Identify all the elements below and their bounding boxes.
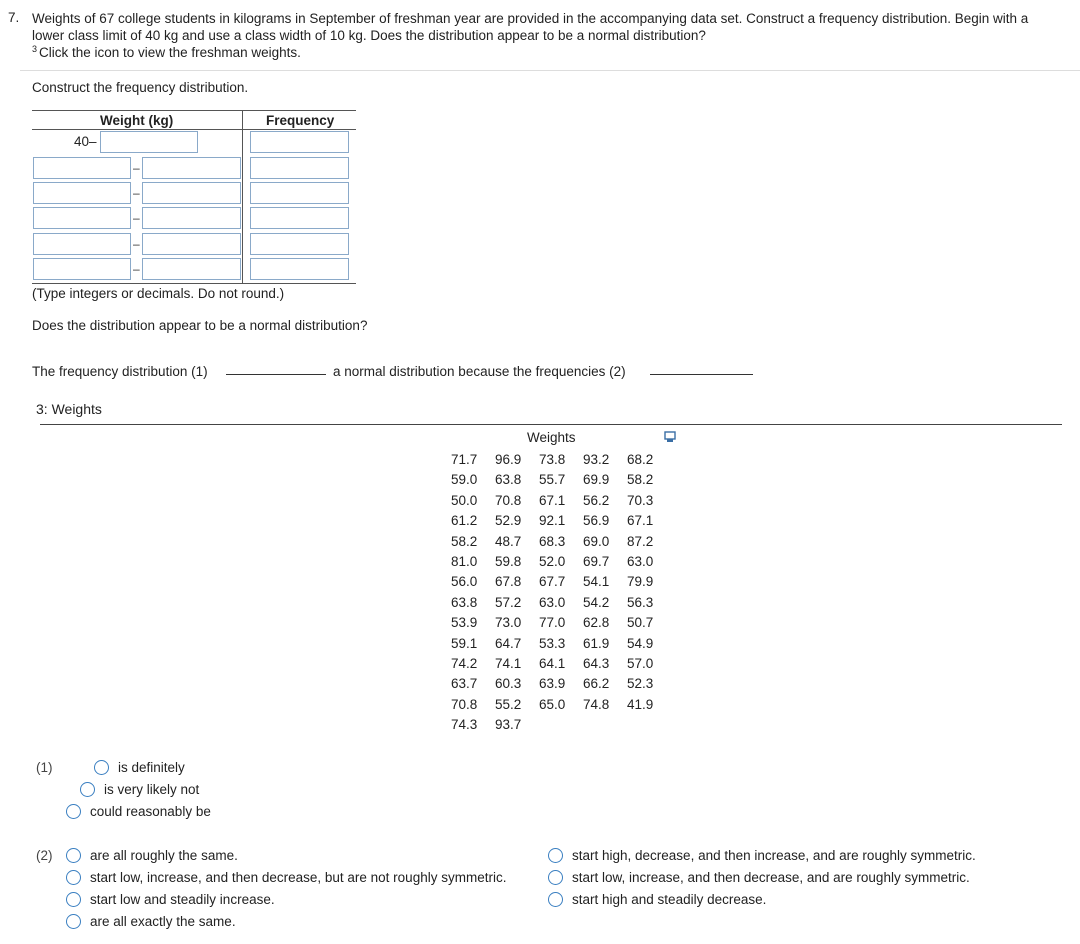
- weight-value: 58.2: [627, 472, 654, 488]
- option-label: start low and steadily increase.: [90, 892, 275, 907]
- weight-value: 67.1: [627, 513, 654, 529]
- weight-value: 67.8: [495, 574, 522, 590]
- frequency-input-3[interactable]: [250, 182, 349, 204]
- normal-question: Does the distribution appear to be a normal distribution?: [32, 318, 368, 333]
- divider: [20, 70, 1080, 71]
- weight-value: 64.3: [583, 655, 610, 671]
- answer-blank-2[interactable]: [650, 374, 753, 375]
- weight-value: 61.2: [451, 513, 478, 529]
- option-label: start high, decrease, and then increase, and are roughly symmetric.: [572, 848, 976, 863]
- frequency-input-2[interactable]: [250, 157, 349, 179]
- option2-low-increase-decrease-symmetric[interactable]: [548, 870, 970, 885]
- upper-limit-input-6[interactable]: [142, 258, 241, 280]
- option-label: start low, increase, and then decrease, but are not roughly symmetric.: [90, 870, 507, 885]
- weights-data-grid: [451, 451, 667, 736]
- frequency-input-6[interactable]: [250, 258, 349, 280]
- radio-button[interactable]: [66, 870, 81, 885]
- weight-value: 57.2: [495, 594, 522, 610]
- table-header-rule: [32, 129, 356, 130]
- weight-value: 56.2: [583, 492, 610, 508]
- weight-value: 67.1: [539, 492, 566, 508]
- weight-value: 73.8: [539, 452, 566, 467]
- upper-limit-input-2[interactable]: [142, 157, 241, 179]
- weight-value: 55.7: [539, 472, 566, 488]
- lower-limit-value: 40: [74, 134, 90, 149]
- frequency-column-header: Frequency: [266, 113, 335, 128]
- weight-value: 79.9: [627, 574, 654, 590]
- frequency-input-4[interactable]: [250, 207, 349, 229]
- download-icon[interactable]: [664, 431, 676, 443]
- weight-value: 66.2: [583, 676, 610, 692]
- weight-value: 73.0: [495, 615, 522, 631]
- dash: –: [89, 134, 97, 149]
- weight-value: 74.3: [451, 717, 478, 733]
- dash: –: [133, 262, 140, 276]
- radio-button[interactable]: [548, 848, 563, 863]
- table-bottom-rule: [32, 283, 356, 284]
- answer-blank-1[interactable]: [226, 374, 326, 375]
- weight-value: 56.3: [627, 594, 654, 610]
- weight-value: 71.7: [451, 452, 478, 467]
- weight-value: 50.7: [627, 615, 654, 631]
- weight-value: 81.0: [451, 553, 478, 569]
- lower-limit-input-2[interactable]: [33, 157, 131, 179]
- sentence-part2: a normal distribution because the frequencies (2): [333, 364, 626, 379]
- option-label: is very likely not: [104, 782, 200, 797]
- radio-button[interactable]: [548, 892, 563, 907]
- weights-title: Weights: [527, 430, 576, 445]
- weight-value: 69.9: [583, 472, 610, 488]
- weight-value: 53.9: [451, 615, 478, 631]
- weight-value: 92.1: [539, 513, 566, 529]
- table-top-rule: [32, 110, 356, 111]
- weight-value: 61.9: [583, 635, 610, 651]
- radio-button[interactable]: [66, 848, 81, 863]
- weight-value: 59.1: [451, 635, 478, 651]
- option2-low-increase-decrease-not-symmetric[interactable]: [66, 870, 506, 885]
- weight-value: 59.0: [451, 472, 478, 488]
- dash: –: [133, 211, 140, 225]
- option2-high-steadily-decrease[interactable]: [548, 892, 766, 907]
- question-number: 7.: [8, 10, 20, 25]
- dash: –: [133, 161, 140, 175]
- question-text: Weights of 67 college students in kilograms in September of freshman year are provided in the accompanying data set. Construct a frequency distribution. Begin with a lower class limit of 40 kg and use a class width of 10 kg. Does the distribution appear to be a normal distribution?: [32, 11, 1029, 43]
- upper-limit-input-3[interactable]: [142, 182, 241, 204]
- upper-limit-input-5[interactable]: [142, 233, 241, 255]
- option2-all-exactly-same[interactable]: [66, 914, 236, 929]
- weight-value: 54.9: [627, 635, 654, 651]
- weight-value: 63.9: [539, 676, 566, 692]
- weight-value: 68.2: [627, 452, 654, 467]
- hint-line[interactable]: [32, 44, 301, 60]
- lower-limit-input-6[interactable]: [33, 258, 131, 280]
- weight-value: 67.7: [539, 574, 566, 590]
- weight-value: 53.3: [539, 635, 566, 651]
- weight-value: 54.2: [583, 594, 610, 610]
- option-label: start high and steadily decrease.: [572, 892, 767, 907]
- option1-could-reasonably-be[interactable]: [66, 804, 211, 819]
- option2-high-decrease-increase-symmetric[interactable]: [548, 848, 976, 863]
- weight-value: 74.2: [451, 655, 478, 671]
- radio-button[interactable]: [66, 892, 81, 907]
- weight-value: 52.0: [539, 553, 566, 569]
- weight-value: 68.3: [539, 533, 566, 549]
- weight-value: 41.9: [627, 696, 654, 712]
- weight-value: 63.7: [451, 676, 478, 692]
- weight-value: 55.2: [495, 696, 522, 712]
- option-group-2-label: (2): [36, 848, 53, 863]
- footnote-marker: 3: [32, 44, 38, 54]
- dash: –: [133, 186, 140, 200]
- weight-value: 60.3: [495, 676, 522, 692]
- radio-button[interactable]: [80, 782, 95, 797]
- weight-value: 87.2: [627, 533, 654, 549]
- weight-value: 52.3: [627, 676, 654, 692]
- weight-value: 74.8: [583, 696, 610, 712]
- first-lower-limit: [74, 134, 97, 149]
- weight-value: 70.8: [495, 492, 522, 508]
- weight-value: 50.0: [451, 492, 478, 508]
- construct-label: Construct the frequency distribution.: [32, 80, 249, 95]
- type-note: (Type integers or decimals. Do not round.): [32, 286, 285, 301]
- weight-value: 59.8: [495, 553, 522, 569]
- weight-value: 56.9: [583, 513, 610, 529]
- radio-button[interactable]: [94, 760, 109, 775]
- weight-value: 74.1: [495, 655, 522, 671]
- weight-value: 70.8: [451, 696, 478, 712]
- lower-limit-input-5[interactable]: [33, 233, 131, 255]
- weight-value: 69.7: [583, 553, 610, 569]
- sentence-part1: The frequency distribution (1): [32, 364, 208, 379]
- dash: –: [133, 237, 140, 251]
- option-label: are all exactly the same.: [90, 914, 236, 929]
- frequency-input-1[interactable]: [250, 131, 349, 153]
- weight-value: 63.0: [539, 594, 566, 610]
- weight-value: 69.0: [583, 533, 610, 549]
- weight-value: 63.8: [495, 472, 522, 488]
- hint-text: Click the icon to view the freshman weights.: [39, 45, 301, 60]
- upper-limit-input-1[interactable]: [100, 131, 198, 153]
- option-label: is definitely: [118, 760, 185, 775]
- weight-value: 62.8: [583, 615, 610, 631]
- weight-value: 63.8: [451, 594, 478, 610]
- option1-is-definitely[interactable]: [94, 760, 185, 775]
- radio-button[interactable]: [66, 914, 81, 929]
- weight-value: 52.9: [495, 513, 522, 529]
- weight-value: 54.1: [583, 574, 610, 590]
- option1-is-very-likely-not[interactable]: [80, 782, 199, 797]
- option-label: start low, increase, and then decrease, and are roughly symmetric.: [572, 870, 970, 885]
- weight-value: 64.1: [539, 655, 566, 671]
- weight-value: 63.0: [627, 553, 654, 569]
- frequency-input-5[interactable]: [250, 233, 349, 255]
- weight-value: 57.0: [627, 655, 654, 671]
- lower-limit-input-3[interactable]: [33, 182, 131, 204]
- weight-value: 56.0: [451, 574, 478, 590]
- radio-button[interactable]: [66, 804, 81, 819]
- upper-limit-input-4[interactable]: [142, 207, 241, 229]
- weight-value: 48.7: [495, 533, 522, 549]
- weight-value: 93.7: [495, 717, 522, 733]
- option-group-1-label: (1): [36, 760, 53, 775]
- lower-limit-input-4[interactable]: [33, 207, 131, 229]
- weights-divider: [40, 424, 1062, 425]
- weight-value: 93.2: [583, 452, 610, 467]
- option-label: could reasonably be: [90, 804, 211, 819]
- option-label: are all roughly the same.: [90, 848, 238, 863]
- weight-value: 64.7: [495, 635, 522, 651]
- weight-value: 77.0: [539, 615, 566, 631]
- table-column-divider: [242, 110, 243, 284]
- weight-column-header: Weight (kg): [100, 113, 174, 128]
- radio-button[interactable]: [548, 870, 563, 885]
- option2-all-roughly-same[interactable]: [66, 848, 238, 863]
- option2-low-steadily-increase[interactable]: [66, 892, 275, 907]
- weight-value: 70.3: [627, 492, 654, 508]
- weight-value: 96.9: [495, 452, 522, 467]
- weight-value: 58.2: [451, 533, 478, 549]
- weight-value: 65.0: [539, 696, 566, 712]
- weights-panel-label: 3: Weights: [36, 401, 102, 417]
